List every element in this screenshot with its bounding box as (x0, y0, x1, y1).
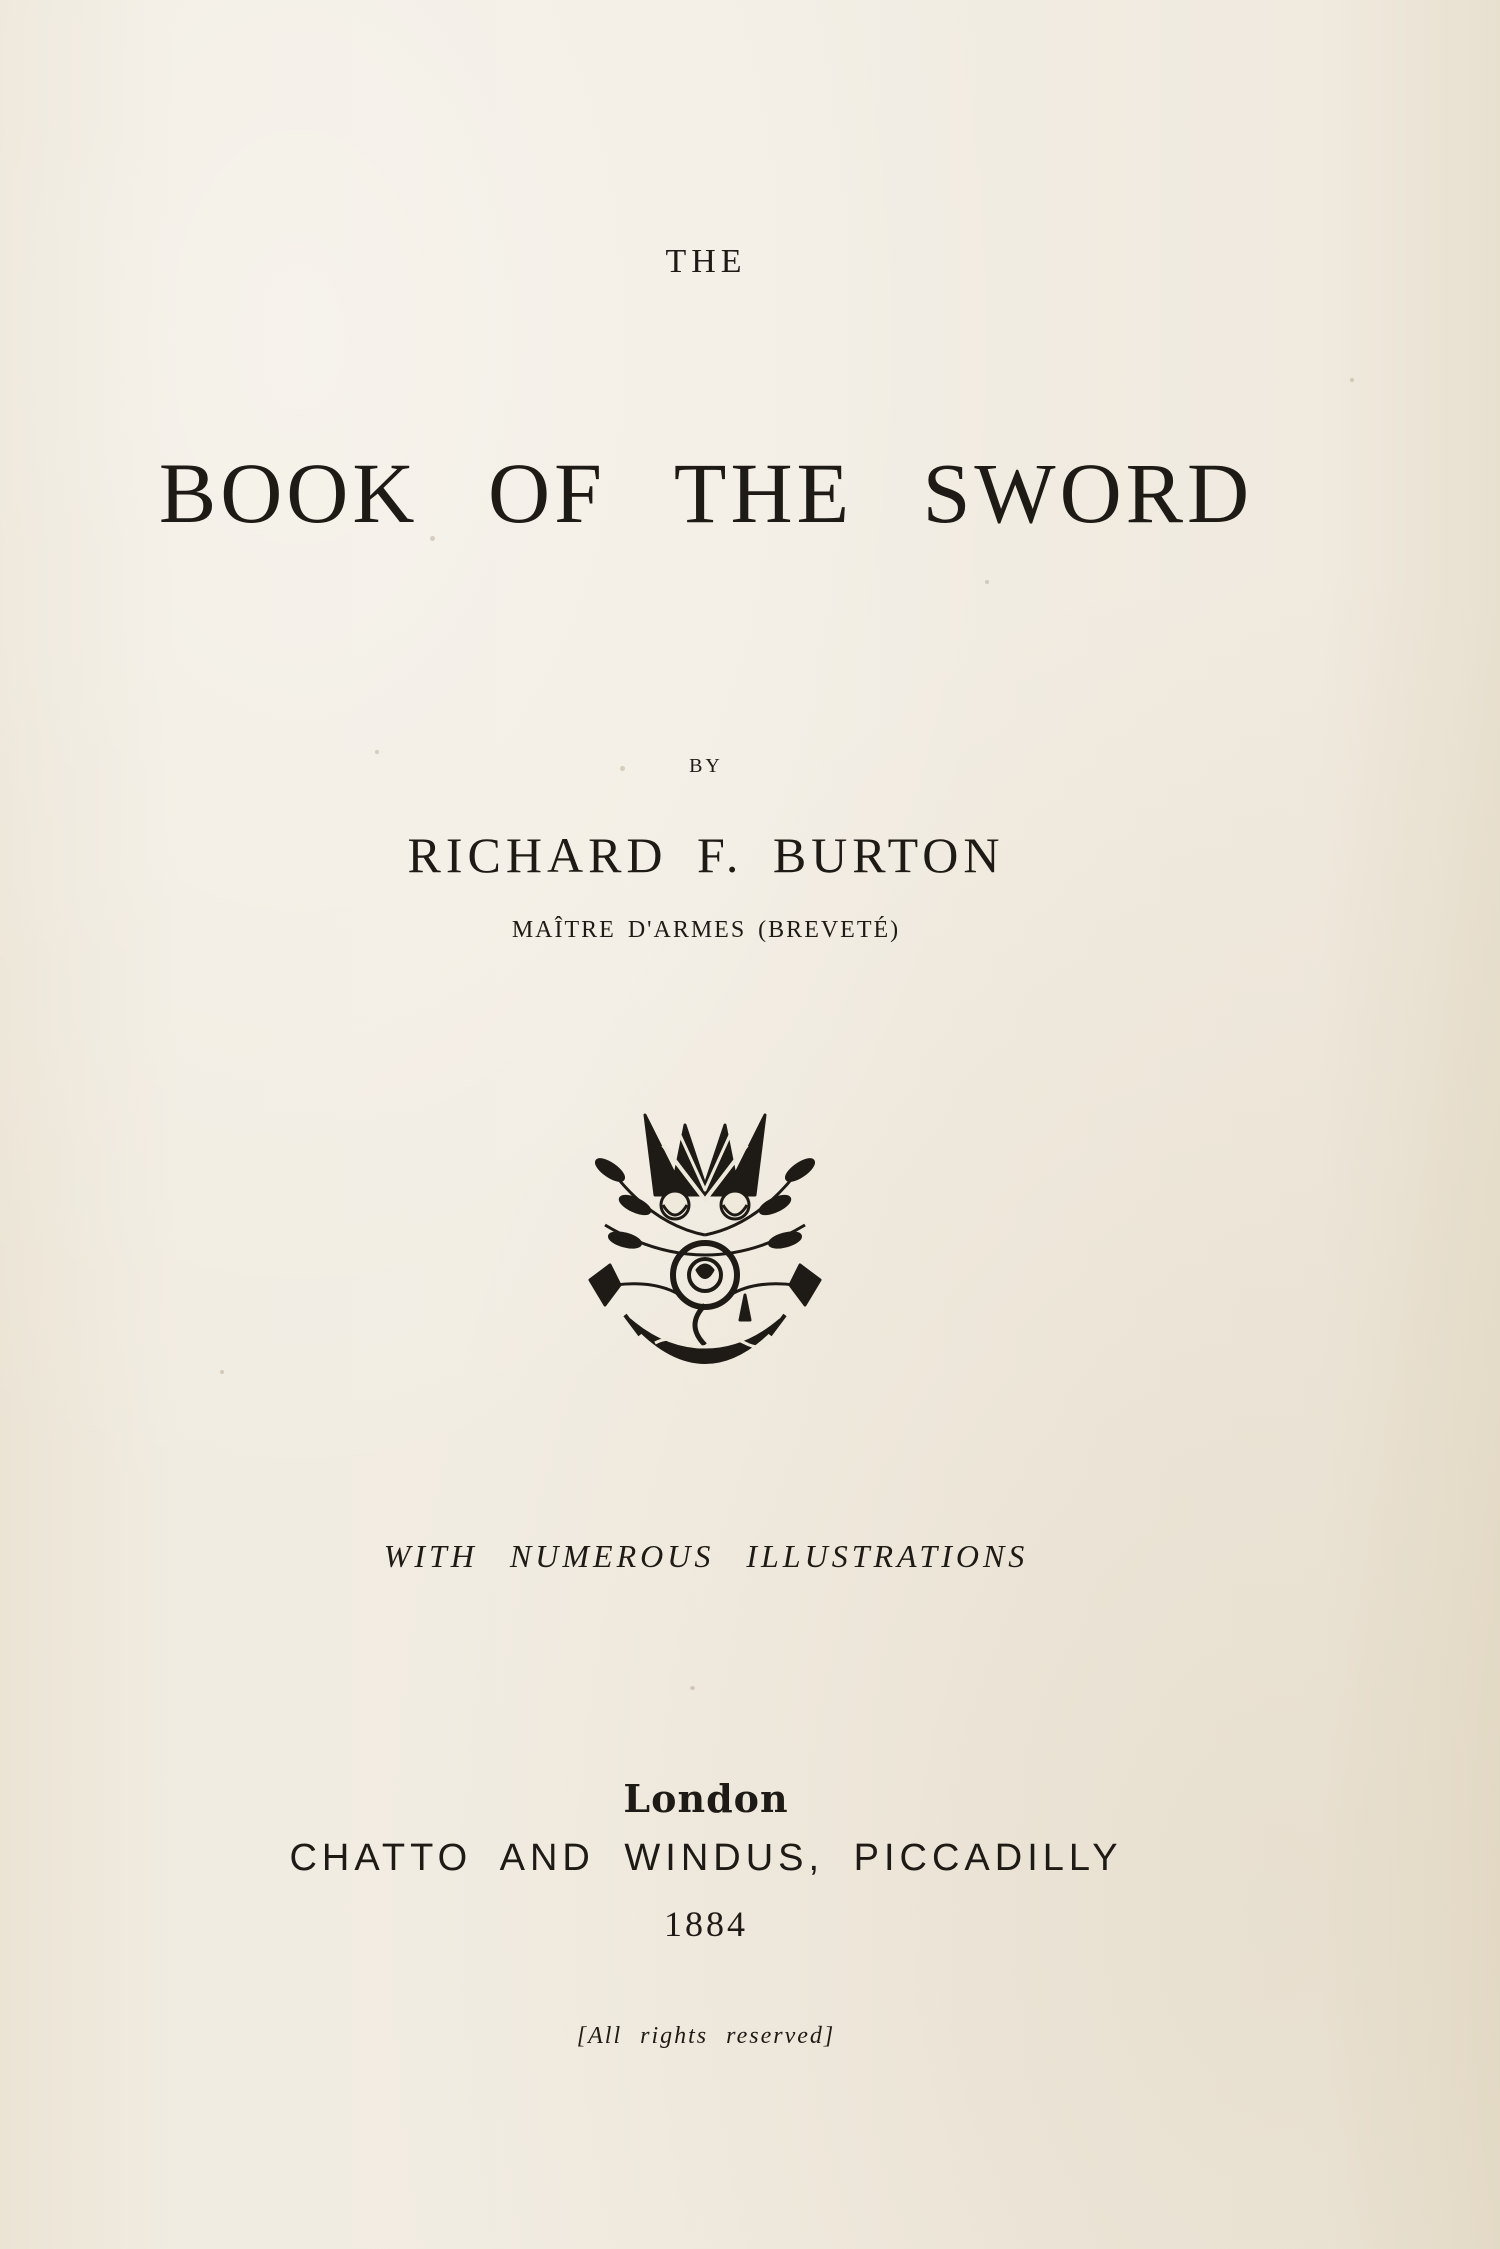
paper-speck (220, 1370, 224, 1374)
by-line: BY (689, 755, 723, 777)
author-name: RICHARD F. BURTON (407, 827, 1005, 883)
lotus-vignette-icon (585, 1105, 825, 1385)
paper-speck (430, 536, 435, 541)
book-title: BOOK OF THE SWORD (158, 445, 1254, 541)
title-article: THE (665, 243, 747, 280)
paper-speck (1350, 378, 1354, 382)
publication-year: 1884 (664, 1904, 748, 1944)
paper-speck (620, 766, 625, 771)
paper-speck (375, 750, 379, 754)
author-title: MAÎTRE D'ARMES (BREVETÉ) (511, 917, 901, 943)
publication-city: London (623, 1776, 789, 1821)
illustrations-note: WITH NUMEROUS ILLUSTRATIONS (383, 1538, 1029, 1574)
paper-speck (985, 580, 989, 584)
publisher-name: CHATTO AND WINDUS, PICCADILLY (289, 1837, 1123, 1879)
rights-notice: [All rights reserved] (576, 2023, 836, 2049)
paper-speck (690, 1686, 695, 1690)
